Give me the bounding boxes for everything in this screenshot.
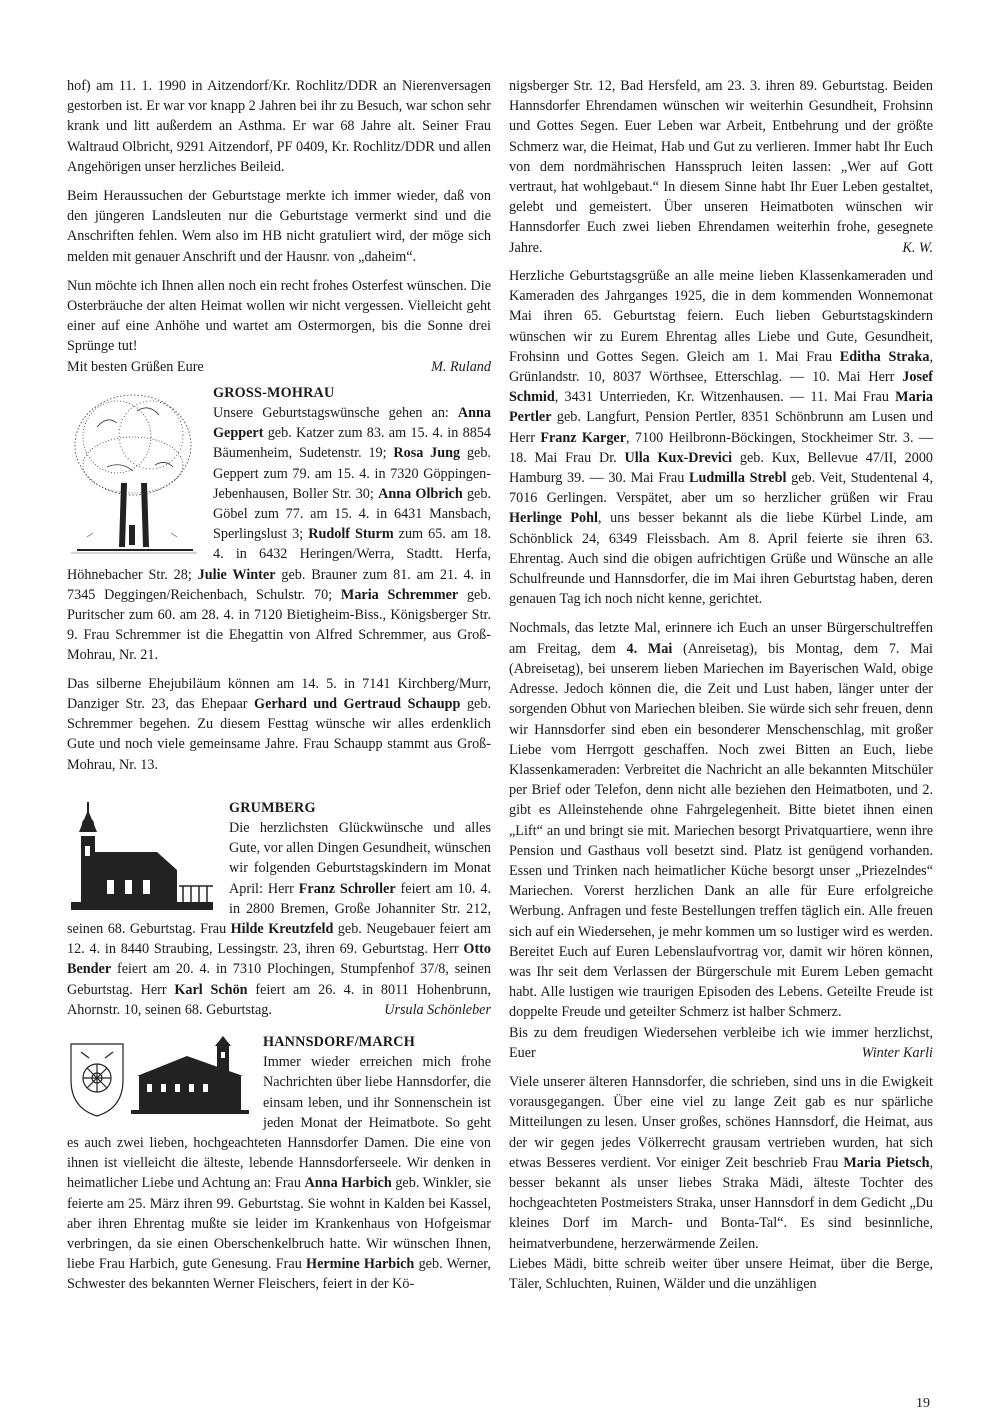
gross-mohrau-birthdays: Unsere Geburtstagswünsche gehen an: Anna Geppert geb. Katzer zum 83. am 15. 4. in 8854 Bäumenheim, Sudetenstr. 19; Rosa Jung geb. Geppert zum 79. am 15. 4. in 7320 Göppingen-Jebenhausen, Boller Str. 30; Anna Olbrich geb. Göbel zum 77. am 15. 4. in 6431 Mansbach, Sperlingslust 3; Rudolf Sturm zum 65. am 18. 4. in 6432 Heringen/Werra, Stadtt. Herfa, Höhnebacher Str. 28; Julie Winter geb. Brauner zum 81. am 21. 4. in 7345 Deggingen/Reichenbach, Schulstr. 70; Maria Schremmer geb. Puritscher zum 60. am 28. 4. in 7120 Bietigheim-Biss., Königsberger Str. 9. Frau Schremmer ist die Ehegattin von Alfred Schremmer, aus Groß-Mohrau, Nr. 21. [67, 405, 491, 664]
person-name: Herlinge Pohl [509, 510, 598, 527]
person-name: Anna Geppert [213, 405, 491, 442]
easter-greeting-paragraph: Nun möchte ich Ihnen allen noch ein recht frohes Osterfest wünschen. Die Osterbräuche der alten Heimat wollen wir nicht vergessen. Vielleicht geht einer auf eine Anhöhe und wartet am Ostermorgen, bis die Sonne drei Sprünge tut! [67, 277, 491, 355]
person-name: Anna Harbich [304, 1175, 392, 1192]
obituary-paragraph: hof) am 11. 1. 1990 in Aitzendorf/Kr. Rochlitz/DDR an Nierenversagen gestorben ist. Er war vor knapp 2 Jahren bei ihr zu Besuch, war schon sehr krank und litt außerdem an Asthma. Er war 68 Jahre alt. Seiner Frau Waltraud Olbricht, 9291 Aitzendorf, PF 0409, Kr. Rochlitz/DDR und allen Angehörigen unser herzliches Beileid. [67, 78, 491, 175]
left-column [67, 76, 491, 1295]
heading-hannsdorf: HANNSDORF/MARCH [263, 1033, 415, 1050]
person-name: Gerhard und Gertraud Schaupp [254, 695, 461, 712]
right-column [509, 76, 933, 1294]
signature-ruland: M. Ruland [431, 358, 491, 375]
tree-illustration [67, 387, 201, 559]
class-birthdays-paragraph: Herzliche Geburtstagsgrüße an alle meine lieben Klassenkameraden und Kameraden des Jahrganges 1925, die in dem kommenden Wonnemonat Mai ihren 65. Geburtstag feiern. Euch lieben Geburtstagskindern wünschen wir zu Eurem Ehrentag alles Liebe und Gute, Gesundheit, Frohsinn und Gottes Segen. Gleich am 1. Mai Frau Editha Straka, Grünlandstr. 10, 8037 Wörthsee, Etterschlag. — 10. Mai Herr Josef Schmid, 3431 Unterrieden, Kr. Witzenhausen. — 11. Mai Frau Maria Pertler geb. Langfurt, Pension Pertler, 8351 Schönbrunn am Lusen und Herr Franz Karger, 7100 Heilbronn-Böckingen, Stockheimer Str. 3. — 18. Mai Frau Dr. Ulla Kux-Drevici geb. Kux, Bellevue 47/II, 2000 Hamburg 39. — 30. Mai Frau Ludmilla Strebl geb. Veit, Studentenal 4, 7016 Gerlingen. Verspätet, aber um so herzlicher grüßen wir Frau Herlinge Pohl, uns besser bekannt als die liebe Kürbel Linde, am Schönblick 24, 6349 Fleissbach. Am 8. April feierte sie ihren 63. Ehrentag. Auch sind die obigen aufrichtigen Grüße und Wünsche an alle Schulfreunde und Hannsdorfer, die im Mai ihren Geburtstag haben, deren genauen Tag ich noch nicht kenne, gerichtet. [509, 268, 934, 608]
person-name: Otto Bender [67, 941, 491, 978]
person-name: Anna Olbrich [378, 485, 463, 502]
person-name: Franz Karger [540, 429, 627, 446]
grumberg-birthdays: Die herzlichsten Glückwünsche und alles Gute, vor allen Dingen Gesundheit, wünschen wir folgenden Geburtstagskindern im Monat April: Herr Franz Schroller feiert am 10. 4. in 2800 Bremen, Große Johanniter Str. 212, seinen 68. Geburtstag. Frau Hilde Kreutzfeld geb. Neugebauer feiert am 12. 4. in 8440 Straubing, Lessingstr. 23, ihren 69. Geburtstag. Herr Otto Bender feiert am 20. 4. in 7310 Plochingen, Stumpfenhof 37/8, seinen Geburtstag. Herr Karl Schön feiert am 26. 4. in 8011 Hohenbrunn, Ahornstr. 10, seinen 68. Geburtstag. Ursula Schönleber [67, 818, 491, 1020]
person-name: Rosa Jung [393, 445, 461, 462]
signature-kw: K. W. [902, 239, 933, 256]
person-name: Josef Schmid [509, 369, 933, 406]
hannsdorf-text: Immer wieder erreichen mich frohe Nachrichten über liebe Hannsdorfer, die einsam leben, und ihr Sonnenschein ist jeden Monat der Heimatbote. So geht es auch zwei lieben, hochgeachteten Hannsdorfer Damen. Die eine von ihnen ist vielleicht die älteste, lebende Hannsdorferseele. Wir denken in heimatlicher Liebe und Achtung an: Frau Anna Harbich geb. Winkler, sie feierte am 25. März ihren 99. Geburtstag. Sie wohnt in Kalden bei Kassel, aber ihren Ehrentag mußte sie leider im Krankenhaus von Hofgeismar verbringen, da sie einen Oberschenkelbruch hatte. Wir wünschen Ihnen, liebe Frau Harbich, gute Genesung. Frau Hermine Harbich geb. Werner, Schwester des bekannten Werner Fleischers, feiert in der Kö- [67, 1054, 491, 1293]
heading-gross-mohrau: GROSS-MOHRAU [213, 384, 335, 401]
person-name: Hilde Kreutzfeld [230, 920, 334, 937]
coat-of-arms-and-castle-illustration [67, 1036, 251, 1120]
person-name: Maria Pietsch [843, 1154, 930, 1171]
hannsdorf-continuation: nigsberger Str. 12, Bad Hersfeld, am 23. 3. ihren 89. Geburtstag. Beiden Hannsdorfer Ehrendamen wünschen wir weiterhin Gesundheit, Frohsinn und Gottes Segen. Euer Leben war Arbeit, Entbehrung und der größte Schmerz war, die Heimat, Hab und Gut zu verlieren. Immer habt Ihr Euch von dem nordmährischen Hansspruch leiten lassen: „Wer auf Gott vertraut, hat wohlgebaut.“ In diesem Sinne habt Ihr Euer Leben gestaltet, gelebt und gemeistert. Über unseren Heimatboten wünschen wir Hannsdorfer Euch zwei lieben Ehrendamen weiterhin frohe, gesegnete Jahre. [509, 78, 933, 256]
closing-paragraph: Liebes Mädi, bitte schreib weiter über unsere Heimat, über die Berge, Täler, Schluchten, Ruinen, Wälder und die unzähligen [509, 1255, 933, 1292]
section-grumberg [67, 798, 491, 1020]
section-gross-mohrau [67, 383, 491, 784]
person-name: Maria Pertler [509, 389, 933, 426]
heading-grumberg: GRUMBERG [229, 799, 316, 816]
person-name: Rudolf Sturm [308, 526, 394, 543]
signature-schoenleber: Ursula Schönleber [384, 1001, 491, 1018]
reunion-paragraph: Nochmals, das letzte Mal, erinnere ich Euch an unser Bürgerschultreffen am Freitag, dem 4. Mai (Anreisetag), bis Montag, dem 7. Mai (Abreisetag), bei unserem lieben Mariechen im Bayerischen Wald, obige Adresse. Jedoch können die, die Zeit und Lust haben, länger unter der sorgenden Obhut von Mariechen bleiben. Sie würde sich sehr freuen, denn wir Hannsdorfer sind eben ein besonderer Menschenschlag, mit großer Liebe vom Herrgott geschaffen. Noch zwei Bitten an Euch, liebe Klassenkameraden: Verbreitet die Nachricht an alle bekannten Mitschüler per Brief oder Telefon, denn nicht alle beziehen den Heimatboten, und 2. gibt es Alleinstehende ohne Fahrgelegenheit. Bitte bietet ihnen einen „Lift“ an und bringt sie mit. Mariechen besorgt Privatquartiere, wenn ihre Pension und Gasthaus voll besetzt sind. Platz ist genügend vorhanden. Essen und Trinken nach heimatlicher Küche besorgt unser „Priezelndes“ Mariechen. Vorerst herzlichen Dank an alle für Eure erfolgreiche Werbung. Anfragen und feste Bestellungen treffen täglich ein. Alle freuen sich auf ein Wiedersehen, je mehr kommen um so lustiger wird es werden. Bereitet Euch auf Euren Lebenslaufvortrag vor, damit wir hören können, was Ihr seit dem Verlassen der Bürgerschule mit Eurem Leben gemacht habt. Alle lustigen wie traurigen Episoden des Lebens. Geteilte Freude ist doppelte Freude und geteilter Schmerz ist halber Schmerz. [509, 620, 933, 1021]
farewell-line [509, 1023, 933, 1063]
gross-mohrau-anniversary: Das silberne Ehejubiläum können am 14. 5. in 7141 Kirchberg/Murr, Danziger Str. 23, das Ehepaar Gerhard und Gertraud Schaupp geb. Schremmer begehen. Zu diesem Festtag wünsche wir alles erdenklich Gute und noch viele gemeinsame Jahre. Frau Schaupp stammt aus Groß-Mohrau, Nr. 13. [67, 675, 491, 773]
signature-line-kw [509, 238, 933, 258]
person-name: Julie Winter [197, 566, 276, 583]
page-number: 19 [916, 1396, 930, 1411]
farewell-text: Bis zu dem freudigen Wiedersehen verbleibe ich wie immer herzlichst, Euer [509, 1024, 933, 1061]
closing-line [67, 357, 491, 377]
birthday-notice-paragraph: Beim Heraussuchen der Geburtstage merkte ich immer wieder, daß von den jüngeren Landsleuten nur die Geburtstage vermerkt sind und die Anschriften fehlen. Wem also im HB nicht gratuliert wird, der möge sich melden mit genauer Anschrift und der Hausnr. von „daheim“. [67, 188, 491, 265]
reunion-date: 4. Mai [626, 640, 673, 657]
person-name: Hermine Harbich [306, 1256, 415, 1273]
person-name: Karl Schön [174, 981, 248, 998]
person-name: Franz Schroller [298, 880, 396, 897]
person-name: Ludmilla Strebl [688, 470, 787, 487]
person-name: Maria Schremmer [340, 586, 459, 603]
closing-text: Mit besten Grüßen Eure [67, 358, 204, 375]
memorial-paragraph: Viele unserer älteren Hannsdorfer, die schrieben, sind uns in die Ewigkeit vorausgegangen. Über eine viel zu lange Zeit gab es nur spärliche Mitteilungen zu lesen. Unser großes, schönes Hannsdorf, die Heimat, aus der wir gegen jedes Völkerrecht grausam vertrieben wurden, hat sich etwas Besseres verdient. Vor einiger Zeit beschrieb Frau Maria Pietsch, besser bekannt als unser liebes Straka Mädi, älteste Tochter des hochgeachteten Postmeisters Straka, unser Hannsdorf in dem Gedicht „Du kleines Dorf im March- und Bonta-Tal“. Es sind besinnliche, heimatverbundene, herzerwärmende Zeilen. [509, 1073, 934, 1252]
church-illustration [67, 802, 217, 914]
section-hannsdorf [67, 1032, 491, 1295]
signature-winter-karli: Winter Karli [861, 1044, 933, 1061]
person-name: Editha Straka [839, 348, 930, 365]
person-name: Ulla Kux-Drevici [624, 449, 733, 466]
